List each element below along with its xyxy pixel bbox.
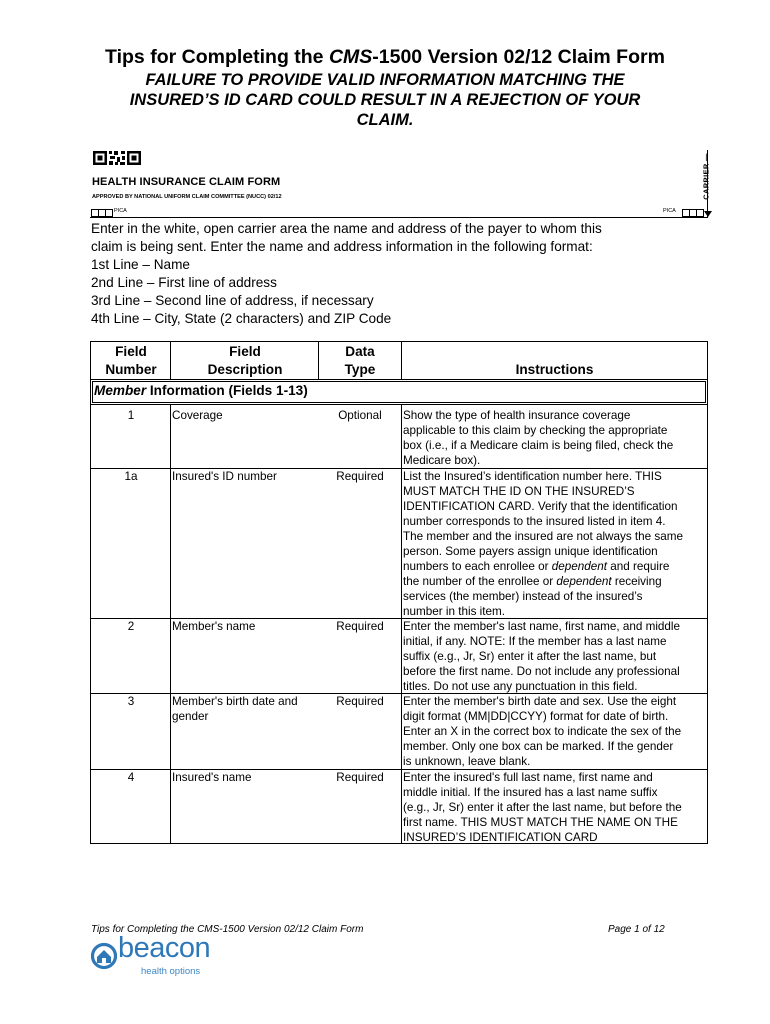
row-2-instructions: Enter the member's last name, first name, and middle initial, if any. NOTE: If the member has a last name suffix (e.g., Jr, Sr) enter it after the last name, but before the first name. Do not include any professional titles. Do not use any punctuation in this field. [403, 620, 681, 693]
title-cms: CMS [328, 46, 373, 68]
pica-label-left: PICA [114, 208, 127, 214]
qr-code-icon [93, 151, 141, 166]
row-1a-instructions: List the Insured’s identification number here. THIS MUST MATCH THE ID ON THE INSURED’S IDENTIFICATION CARD. Verify that the identification number corresponds to the insured listed in item 4. The member and the insured are not always the same person. Some payers assign unique identification numbers to each enrollee or dependent and require the number of the enrollee or dependent receiving services (the member) instead of the insured’s number in this item. [403, 470, 683, 618]
form-name: HEALTH INSURANCE CLAIM FORM [92, 176, 281, 188]
row-4-type: Required [336, 771, 384, 784]
section-member-information: Member Information (Fields 1-13) [91, 379, 707, 405]
row-3-instructions: Enter the member's birth date and sex. Use the eight digit format (MM|DD|CCYY) format for date of birth. Enter an X in the correct box to indicate the sex of the member. Only one box can be marked. If the gender is unknown, leave blank. [403, 695, 682, 768]
row-3-number: 3 [127, 695, 135, 708]
row-2-description: Member's name [172, 620, 256, 633]
row-1a-description: Insured's ID number [172, 470, 277, 483]
header-data-type: Data Type [344, 344, 376, 377]
row-2-number: 2 [127, 620, 135, 633]
carrier-label: CARRIER — [701, 153, 711, 200]
field-instructions-table [90, 341, 708, 844]
footer-document-title: Tips for Completing the CMS-1500 Version 02/12 Claim Form [91, 924, 364, 935]
row-3-description: Member's birth date and gender [172, 695, 298, 723]
row-1-instructions: Show the type of health insurance coverage applicable to this claim by checking the appropriate box (i.e., if a Medicare claim is being filed, check the Medicare box). [403, 409, 674, 467]
nucc-approval: APPROVED BY NATIONAL UNIFORM CLAIM COMMITTEE (NUCC) 02/12 [92, 194, 282, 200]
footer-page-number: Page 1 of 12 [608, 924, 665, 935]
header-field-number: Field Number [105, 344, 157, 377]
row-4-number: 4 [127, 771, 135, 784]
logo-wordmark: beacon [118, 932, 211, 964]
row-2-type: Required [336, 620, 384, 633]
pica-divider [90, 217, 708, 218]
rejection-warning: FAILURE TO PROVIDE VALID INFORMATION MATCHING THE INSURED’S ID CARD COULD RESULT IN A REJECTION OF YOUR CLAIM. [129, 71, 641, 129]
page-title: Tips for Completing the CMS-1500 Version 02/12 Claim Form [105, 46, 665, 68]
pica-label-right: PICA [663, 208, 676, 214]
carrier-arrow-icon [704, 211, 712, 217]
row-1-type: Optional [338, 409, 382, 422]
pica-checkboxes-right [682, 209, 704, 216]
row-1a-number: 1a [124, 470, 138, 483]
carrier-instructions: Enter in the white, open carrier area the name and address of the payer to whom this claim is being sent. Enter the name and address information in the following format: 1st Line – Name 2nd Line – First line of address 3rd Line – Second line of address, if necessary 4th Line – City, State (2 characters) and ZIP Code [91, 221, 602, 326]
beacon-logo-icon [91, 936, 117, 978]
row-4-instructions: Enter the insured's full last name, first name and middle initial. If the insured has a last name suffix (e.g., Jr, Sr) enter it after the last name, but before the first name. THIS MUST MATCH THE NAME ON THE INSURED’S IDENTIFICATION CARD [403, 771, 682, 844]
header-instructions: Instructions [515, 362, 594, 377]
header-field-description: Field Description [207, 344, 283, 377]
pica-checkboxes-left [91, 209, 113, 216]
row-1-number: 1 [127, 409, 135, 422]
row-4-description: Insured's name [172, 771, 252, 784]
logo-tagline: health options [141, 966, 201, 977]
row-3-type: Required [336, 695, 384, 708]
row-1-description: Coverage [172, 409, 223, 422]
row-1a-type: Required [336, 470, 384, 483]
